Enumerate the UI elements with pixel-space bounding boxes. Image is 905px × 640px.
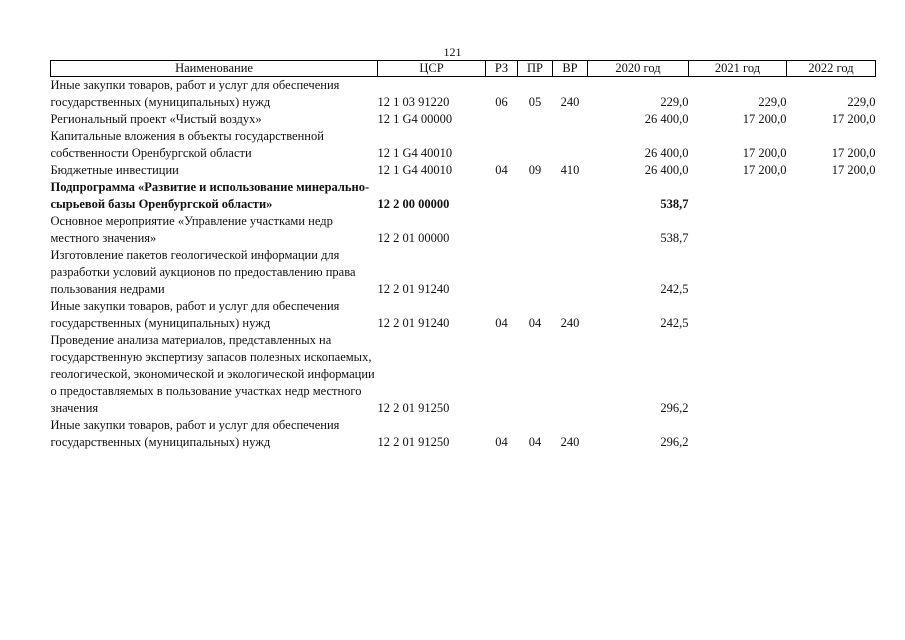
- cell-name: Проведение анализа материалов, представленных на государственную экспертизу запасов полезных ископаемых, геологической, экономической и экологической информации о предоставляемых в пользование участках недр местного значения: [50, 333, 375, 415]
- table-row: [51, 179, 876, 213]
- cell-rz: 04: [495, 435, 508, 449]
- table-row: [51, 298, 876, 332]
- cell-y2020: 26 400,0: [644, 163, 689, 177]
- cell-pr: 04: [528, 316, 542, 330]
- cell-name: Региональный проект «Чистый воздух»: [50, 112, 262, 126]
- cell-rz: 04: [495, 163, 508, 177]
- cell-name: Подпрограмма «Развитие и использование минерально-сырьевой базы Оренбургской области»: [50, 180, 370, 211]
- page-number: 121: [443, 45, 462, 59]
- cell-y2021: 229,0: [758, 95, 787, 109]
- cell-y2021: [689, 247, 787, 298]
- cell-y2022: [787, 332, 876, 417]
- cell-rz: [486, 213, 518, 247]
- cell-csr: 12 1 03 91220: [377, 95, 450, 109]
- cell-y2020: 242,5: [660, 282, 689, 296]
- cell-y2020: 26 400,0: [644, 112, 689, 126]
- cell-csr: 12 2 01 91240: [377, 282, 450, 296]
- cell-y2021: [689, 213, 787, 247]
- cell-rz: [486, 111, 518, 128]
- cell-csr: 12 2 01 91240: [377, 316, 450, 330]
- cell-y2022: 17 200,0: [831, 146, 876, 160]
- table-row: [51, 417, 876, 451]
- cell-y2021: [689, 179, 787, 213]
- cell-vr: 410: [560, 163, 580, 177]
- cell-pr: [518, 247, 553, 298]
- table-row: [51, 162, 876, 179]
- cell-y2022: 17 200,0: [831, 163, 876, 177]
- cell-rz: [486, 332, 518, 417]
- col-header-csr: ЦСР: [378, 61, 486, 77]
- col-header-2021: 2021 год: [689, 61, 787, 77]
- cell-name: Иные закупки товаров, работ и услуг для обеспечения государственных (муниципальных) нужд: [50, 299, 340, 330]
- table-row: [51, 332, 876, 417]
- cell-name: Изготовление пакетов геологической информации для разработки условий аукционов по предоставлению права пользования недрами: [50, 248, 356, 296]
- cell-csr: 12 2 01 91250: [377, 401, 450, 415]
- cell-y2020: 538,7: [660, 231, 689, 245]
- cell-name: Иные закупки товаров, работ и услуг для обеспечения государственных (муниципальных) нужд: [50, 78, 340, 109]
- table-row: [51, 111, 876, 128]
- cell-y2021: 17 200,0: [742, 146, 787, 160]
- cell-rz: 06: [495, 95, 508, 109]
- cell-vr: 240: [560, 95, 580, 109]
- cell-name: Капитальные вложения в объекты государственной собственности Оренбургской области: [50, 129, 324, 160]
- cell-y2020: 538,7: [660, 197, 689, 211]
- cell-vr: [553, 213, 588, 247]
- col-header-2020: 2020 год: [588, 61, 689, 77]
- cell-y2021: [689, 417, 787, 451]
- cell-name: Бюджетные инвестиции: [50, 163, 179, 177]
- cell-y2020: 242,5: [660, 316, 689, 330]
- cell-y2022: [787, 179, 876, 213]
- table-row: [51, 77, 876, 112]
- table-row: [51, 213, 876, 247]
- cell-rz: [486, 247, 518, 298]
- cell-pr: [518, 128, 553, 162]
- cell-y2022: [787, 298, 876, 332]
- cell-rz: 04: [495, 316, 508, 330]
- cell-vr: [553, 247, 588, 298]
- cell-rz: [486, 179, 518, 213]
- cell-pr: [518, 213, 553, 247]
- table-row: [51, 128, 876, 162]
- cell-csr: 12 1 G4 40010: [377, 146, 453, 160]
- cell-vr: 240: [560, 316, 580, 330]
- table-body: [51, 77, 876, 452]
- cell-y2020: 296,2: [660, 435, 689, 449]
- cell-csr: 12 2 00 00000: [377, 197, 450, 211]
- cell-y2022: [787, 417, 876, 451]
- cell-y2020: 229,0: [660, 95, 689, 109]
- col-header-vr: ВР: [553, 61, 588, 77]
- cell-y2022: [787, 247, 876, 298]
- cell-y2021: [689, 298, 787, 332]
- cell-y2020: 26 400,0: [644, 146, 689, 160]
- cell-pr: 09: [528, 163, 542, 177]
- budget-table: [50, 60, 876, 451]
- cell-vr: [553, 128, 588, 162]
- col-header-2022: 2022 год: [787, 61, 876, 77]
- cell-y2021: 17 200,0: [742, 112, 787, 126]
- cell-vr: 240: [560, 435, 580, 449]
- cell-pr: 05: [528, 95, 542, 109]
- cell-csr: 12 1 G4 00000: [377, 112, 453, 126]
- cell-csr: 12 2 01 91250: [377, 435, 450, 449]
- cell-y2022: 17 200,0: [831, 112, 876, 126]
- cell-y2022: 229,0: [847, 95, 876, 109]
- cell-pr: [518, 111, 553, 128]
- col-header-name: Наименование: [51, 61, 378, 77]
- cell-vr: [553, 179, 588, 213]
- cell-y2020: 296,2: [660, 401, 689, 415]
- cell-vr: [553, 332, 588, 417]
- cell-vr: [553, 111, 588, 128]
- cell-pr: 04: [528, 435, 542, 449]
- col-header-rz: РЗ: [486, 61, 518, 77]
- cell-pr: [518, 332, 553, 417]
- cell-csr: 12 1 G4 40010: [377, 163, 453, 177]
- table-row: [51, 247, 876, 298]
- cell-y2021: 17 200,0: [742, 163, 787, 177]
- table-header-row: [51, 61, 876, 77]
- cell-y2021: [689, 332, 787, 417]
- cell-rz: [486, 128, 518, 162]
- cell-name: Основное мероприятие «Управление участками недр местного значения»: [50, 214, 333, 245]
- cell-y2022: [787, 213, 876, 247]
- col-header-pr: ПР: [518, 61, 553, 77]
- cell-pr: [518, 179, 553, 213]
- cell-name: Иные закупки товаров, работ и услуг для обеспечения государственных (муниципальных) нужд: [50, 418, 340, 449]
- cell-csr: 12 2 01 00000: [377, 231, 450, 245]
